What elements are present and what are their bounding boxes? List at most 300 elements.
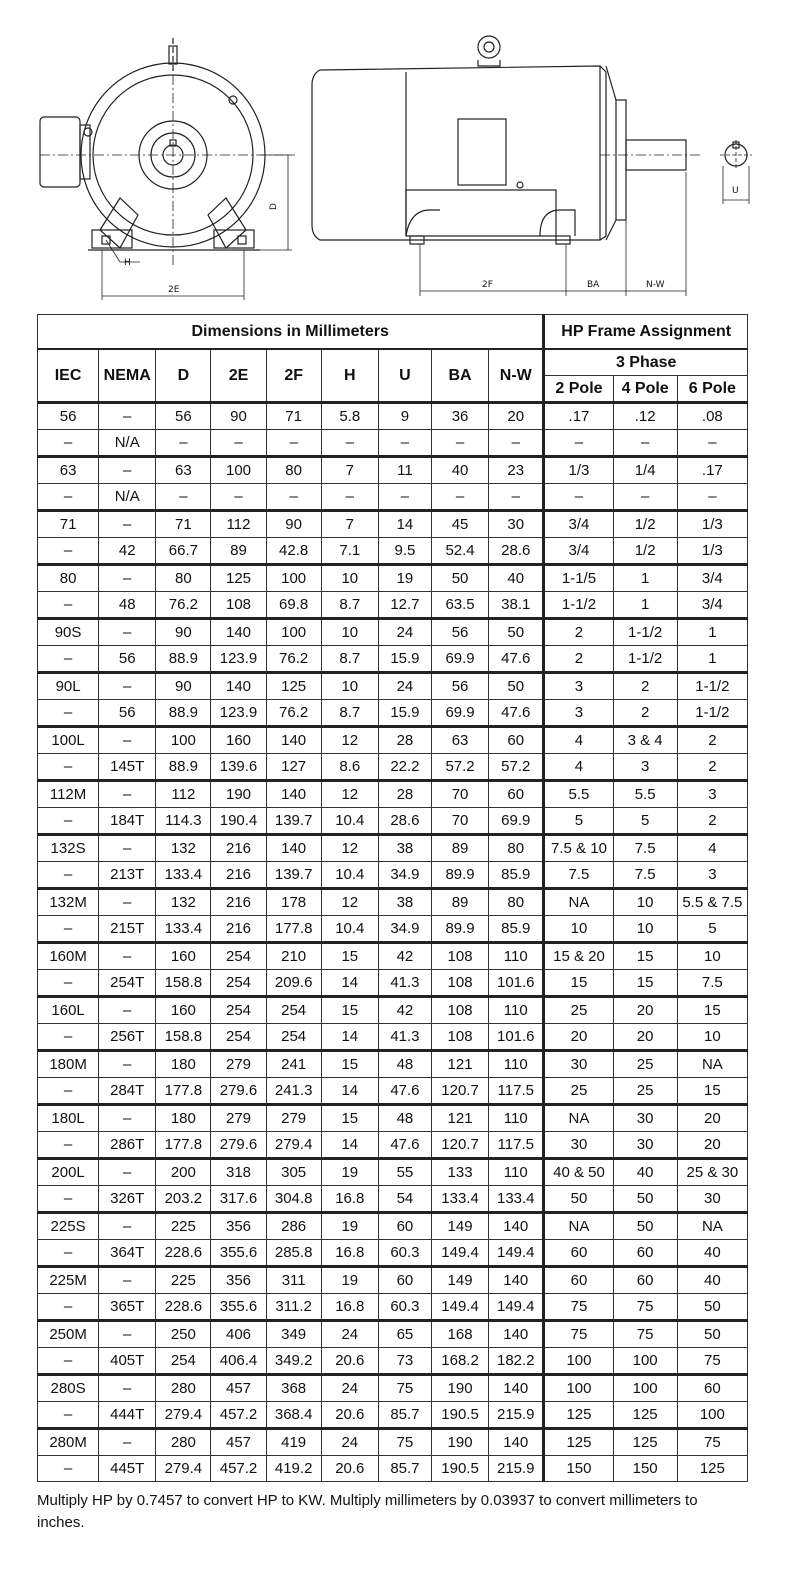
table-cell: 280 xyxy=(156,1375,211,1402)
table-cell: 108 xyxy=(431,970,488,997)
table-cell: 15.9 xyxy=(378,700,431,727)
table-cell: 284T xyxy=(99,1078,156,1105)
table-cell: 112 xyxy=(211,511,266,538)
table-cell: 5.8 xyxy=(321,403,378,430)
table-cell: 10 xyxy=(613,916,677,943)
table-cell: 150 xyxy=(613,1456,677,1482)
table-cell: 285.8 xyxy=(266,1240,321,1267)
table-cell: 20 xyxy=(544,1024,613,1051)
table-row xyxy=(38,1267,748,1294)
table-cell: 100 xyxy=(266,565,321,592)
table-cell: 112 xyxy=(156,781,211,808)
table-cell: 117.5 xyxy=(489,1132,544,1159)
table-cell: 140 xyxy=(489,1429,544,1456)
table-cell: 30 xyxy=(613,1132,677,1159)
table-cell: 47.6 xyxy=(489,646,544,673)
table-cell: 100 xyxy=(544,1375,613,1402)
table-cell: 125 xyxy=(613,1402,677,1429)
table-cell: 15 xyxy=(677,1078,747,1105)
table-cell: 444T xyxy=(99,1402,156,1429)
table-cell: 89 xyxy=(431,835,488,862)
table-cell: – xyxy=(38,862,99,889)
table-cell: 125 xyxy=(544,1402,613,1429)
table-cell: 190 xyxy=(431,1429,488,1456)
table-cell: 38 xyxy=(378,835,431,862)
table-cell: 7 xyxy=(321,511,378,538)
table-cell: 48 xyxy=(99,592,156,619)
table-cell: 180 xyxy=(156,1051,211,1078)
table-cell: 88.9 xyxy=(156,646,211,673)
table-cell: – xyxy=(431,484,488,511)
table-cell: 117.5 xyxy=(489,1078,544,1105)
table-cell: 63 xyxy=(156,457,211,484)
table-cell: – xyxy=(99,565,156,592)
table-cell: 1-1/2 xyxy=(613,619,677,646)
table-cell: 15 xyxy=(613,970,677,997)
table-cell: – xyxy=(38,1294,99,1321)
table-cell: 213T xyxy=(99,862,156,889)
table-cell: 15 xyxy=(544,970,613,997)
table-cell: 405T xyxy=(99,1348,156,1375)
table-cell: – xyxy=(378,484,431,511)
table-cell: 3/4 xyxy=(544,538,613,565)
table-cell: – xyxy=(38,1456,99,1482)
table-cell: 48 xyxy=(378,1051,431,1078)
table-cell: 254 xyxy=(266,997,321,1024)
table-cell: – xyxy=(431,430,488,457)
table-cell: 250M xyxy=(38,1321,99,1348)
table-cell: 132 xyxy=(156,889,211,916)
table-cell: 63 xyxy=(38,457,99,484)
table-cell: 145T xyxy=(99,754,156,781)
table-cell: 457.2 xyxy=(211,1402,266,1429)
table-cell: 101.6 xyxy=(489,970,544,997)
table-cell: 108 xyxy=(211,592,266,619)
table-cell: 7.5 xyxy=(677,970,747,997)
table-cell: – xyxy=(38,700,99,727)
table-row xyxy=(38,511,748,538)
table-cell: 200 xyxy=(156,1159,211,1186)
table-cell: 160 xyxy=(156,997,211,1024)
table-cell: 149 xyxy=(431,1213,488,1240)
table-cell: – xyxy=(544,430,613,457)
table-cell: .12 xyxy=(613,403,677,430)
table-cell: 133.4 xyxy=(431,1186,488,1213)
table-cell: 50 xyxy=(489,619,544,646)
table-cell: – xyxy=(38,1240,99,1267)
table-cell: 123.9 xyxy=(211,646,266,673)
table-cell: 42 xyxy=(99,538,156,565)
table-cell: 34.9 xyxy=(378,916,431,943)
table-cell: 1/3 xyxy=(544,457,613,484)
conversion-footnote: Multiply HP by 0.7457 to convert HP to KW. Multiply millimeters by 0.03937 to convert millimeters to inches. xyxy=(37,1492,698,1531)
table-cell: 11 xyxy=(378,457,431,484)
table-cell: 42.8 xyxy=(266,538,321,565)
table-cell: 280 xyxy=(156,1429,211,1456)
table-cell: – xyxy=(156,484,211,511)
table-cell: 190 xyxy=(211,781,266,808)
table-cell: 76.2 xyxy=(266,700,321,727)
table-cell: 356 xyxy=(211,1267,266,1294)
table-cell: – xyxy=(99,1267,156,1294)
table-cell: 10 xyxy=(321,673,378,700)
table-cell: 40 & 50 xyxy=(544,1159,613,1186)
table-cell: – xyxy=(378,430,431,457)
table-cell: 16.8 xyxy=(321,1186,378,1213)
table-cell: 65 xyxy=(378,1321,431,1348)
table-row xyxy=(38,1051,748,1078)
table-cell: 60 xyxy=(613,1267,677,1294)
table-cell: 57.2 xyxy=(489,754,544,781)
table-cell: 139.7 xyxy=(266,862,321,889)
table-cell: 56 xyxy=(99,700,156,727)
table-cell: NA xyxy=(544,1213,613,1240)
table-cell: 133 xyxy=(431,1159,488,1186)
table-cell: – xyxy=(38,592,99,619)
table-cell: 25 xyxy=(613,1078,677,1105)
table-cell: 5 xyxy=(544,808,613,835)
table-cell: – xyxy=(489,430,544,457)
table-cell: 8.7 xyxy=(321,592,378,619)
label-n-w: N-W xyxy=(646,280,665,290)
table-cell: 254T xyxy=(99,970,156,997)
table-cell: 30 xyxy=(544,1132,613,1159)
table-cell: 2 xyxy=(677,808,747,835)
table-cell: 12 xyxy=(321,835,378,862)
table-cell: 2 xyxy=(677,727,747,754)
table-cell: 69.9 xyxy=(489,808,544,835)
table-cell: – xyxy=(38,808,99,835)
table-row xyxy=(38,1159,748,1186)
table-cell: 168 xyxy=(431,1321,488,1348)
table-cell: – xyxy=(321,484,378,511)
table-cell: 406 xyxy=(211,1321,266,1348)
table-cell: – xyxy=(99,511,156,538)
table-cell: 280M xyxy=(38,1429,99,1456)
table-cell: 349 xyxy=(266,1321,321,1348)
table-cell: 286T xyxy=(99,1132,156,1159)
table-cell: 133.4 xyxy=(156,862,211,889)
table-cell: 228.6 xyxy=(156,1294,211,1321)
table-cell: 180L xyxy=(38,1105,99,1132)
table-cell: – xyxy=(99,835,156,862)
table-cell: 9 xyxy=(378,403,431,430)
table-cell: 127 xyxy=(266,754,321,781)
table-cell: 304.8 xyxy=(266,1186,321,1213)
table-cell: 80 xyxy=(156,565,211,592)
table-cell: 215.9 xyxy=(489,1456,544,1482)
table-cell: 225 xyxy=(156,1267,211,1294)
column-header-d: D xyxy=(156,349,211,403)
table-cell: 311.2 xyxy=(266,1294,321,1321)
table-cell: 110 xyxy=(489,1051,544,1078)
table-cell: 10 xyxy=(321,565,378,592)
label-h: H xyxy=(124,258,131,268)
table-cell: 254 xyxy=(211,970,266,997)
table-cell: 60 xyxy=(489,727,544,754)
table-cell: 15.9 xyxy=(378,646,431,673)
table-cell: – xyxy=(38,970,99,997)
table-row xyxy=(38,754,748,781)
table-cell: – xyxy=(99,1105,156,1132)
table-cell: 250 xyxy=(156,1321,211,1348)
table-cell: 2 xyxy=(613,700,677,727)
table-cell: 1 xyxy=(613,592,677,619)
table-cell: 8.7 xyxy=(321,646,378,673)
table-row xyxy=(38,1402,748,1429)
table-cell: – xyxy=(38,1402,99,1429)
table-cell: 279.6 xyxy=(211,1132,266,1159)
table-cell: – xyxy=(99,1051,156,1078)
table-row xyxy=(38,997,748,1024)
table-cell: – xyxy=(38,538,99,565)
table-cell: 139.6 xyxy=(211,754,266,781)
table-cell: 36 xyxy=(431,403,488,430)
table-row xyxy=(38,1294,748,1321)
table-cell: 60 xyxy=(544,1240,613,1267)
table-cell: 88.9 xyxy=(156,754,211,781)
table-cell: 56 xyxy=(431,619,488,646)
table-cell: 121 xyxy=(431,1105,488,1132)
table-cell: 160M xyxy=(38,943,99,970)
table-cell: 85.9 xyxy=(489,862,544,889)
table-row xyxy=(38,1213,748,1240)
table-cell: 23 xyxy=(489,457,544,484)
table-cell: 100 xyxy=(156,727,211,754)
table-cell: – xyxy=(99,1321,156,1348)
table-cell: – xyxy=(613,430,677,457)
table-cell: – xyxy=(99,457,156,484)
table-cell: 132 xyxy=(156,835,211,862)
table-cell: 200L xyxy=(38,1159,99,1186)
table-cell: – xyxy=(544,484,613,511)
table-cell: 3 & 4 xyxy=(613,727,677,754)
table-cell: 140 xyxy=(489,1321,544,1348)
table-cell: 125 xyxy=(266,673,321,700)
table-cell: 125 xyxy=(677,1456,747,1482)
table-cell: 75 xyxy=(613,1321,677,1348)
table-cell: 368.4 xyxy=(266,1402,321,1429)
table-cell: 1 xyxy=(613,565,677,592)
table-cell: 14 xyxy=(321,970,378,997)
table-cell: – xyxy=(38,1078,99,1105)
table-cell: 7.5 xyxy=(544,862,613,889)
table-cell: 80 xyxy=(38,565,99,592)
table-cell: 133.4 xyxy=(489,1186,544,1213)
label-2f: 2F xyxy=(482,280,493,290)
table-cell: 177.8 xyxy=(156,1132,211,1159)
table-row xyxy=(38,403,748,430)
table-cell: 60.3 xyxy=(378,1240,431,1267)
table-cell: – xyxy=(489,484,544,511)
table-row xyxy=(38,862,748,889)
table-cell: 12.7 xyxy=(378,592,431,619)
table-cell: – xyxy=(99,1213,156,1240)
table-cell: 19 xyxy=(321,1213,378,1240)
table-cell: 15 xyxy=(677,997,747,1024)
table-cell: 158.8 xyxy=(156,970,211,997)
table-cell: 132S xyxy=(38,835,99,862)
table-row xyxy=(38,1375,748,1402)
table-cell: 110 xyxy=(489,1159,544,1186)
table-cell: 419.2 xyxy=(266,1456,321,1482)
table-cell: 85.7 xyxy=(378,1402,431,1429)
table-cell: 2 xyxy=(613,673,677,700)
table-cell: – xyxy=(321,430,378,457)
table-cell: 280S xyxy=(38,1375,99,1402)
table-cell: 50 xyxy=(431,565,488,592)
table-cell: 225S xyxy=(38,1213,99,1240)
table-cell: 108 xyxy=(431,943,488,970)
table-cell: – xyxy=(99,1375,156,1402)
table-cell: 190.5 xyxy=(431,1456,488,1482)
table-cell: 178 xyxy=(266,889,321,916)
table-cell: 110 xyxy=(489,997,544,1024)
table-row xyxy=(38,1186,748,1213)
table-cell: 108 xyxy=(431,1024,488,1051)
table-cell: 5.5 xyxy=(613,781,677,808)
table-cell: 12 xyxy=(321,889,378,916)
table-cell: – xyxy=(99,619,156,646)
table-cell: 28.6 xyxy=(489,538,544,565)
table-cell: 123.9 xyxy=(211,700,266,727)
table-cell: 40 xyxy=(677,1267,747,1294)
table-cell: 45 xyxy=(431,511,488,538)
table-cell: 125 xyxy=(544,1429,613,1456)
table-row xyxy=(38,943,748,970)
table-cell: – xyxy=(677,430,747,457)
table-cell: 89.9 xyxy=(431,916,488,943)
table-cell: 279.4 xyxy=(156,1402,211,1429)
table-cell: 20 xyxy=(677,1132,747,1159)
table-cell: 457 xyxy=(211,1375,266,1402)
table-cell: 70 xyxy=(431,781,488,808)
table-cell: 160 xyxy=(211,727,266,754)
table-cell: 24 xyxy=(378,673,431,700)
table-cell: 1/2 xyxy=(613,511,677,538)
table-cell: – xyxy=(38,430,99,457)
table-cell: 215T xyxy=(99,916,156,943)
table-cell: 445T xyxy=(99,1456,156,1482)
table-cell: 57.2 xyxy=(431,754,488,781)
table-cell: 12 xyxy=(321,727,378,754)
table-cell: 149.4 xyxy=(489,1294,544,1321)
table-row xyxy=(38,970,748,997)
table-cell: 100 xyxy=(544,1348,613,1375)
table-cell: 25 xyxy=(613,1051,677,1078)
table-row xyxy=(38,1348,748,1375)
table-cell: 14 xyxy=(321,1132,378,1159)
table-cell: 48 xyxy=(378,1105,431,1132)
table-cell: 80 xyxy=(266,457,321,484)
table-cell: 56 xyxy=(38,403,99,430)
table-cell: 76.2 xyxy=(156,592,211,619)
table-cell: 14 xyxy=(378,511,431,538)
table-row xyxy=(38,1321,748,1348)
table-cell: 12 xyxy=(321,781,378,808)
table-cell: 7.5 & 10 xyxy=(544,835,613,862)
table-cell: – xyxy=(266,484,321,511)
table-row xyxy=(38,565,748,592)
table-cell: – xyxy=(38,1348,99,1375)
table-cell: 24 xyxy=(321,1321,378,1348)
table-row xyxy=(38,646,748,673)
table-cell: 55 xyxy=(378,1159,431,1186)
table-cell: 75 xyxy=(544,1321,613,1348)
table-cell: 241.3 xyxy=(266,1078,321,1105)
table-cell: 326T xyxy=(99,1186,156,1213)
table-cell: 279.4 xyxy=(156,1456,211,1482)
table-cell: NA xyxy=(677,1213,747,1240)
table-cell: 20 xyxy=(613,1024,677,1051)
table-cell: 160 xyxy=(156,943,211,970)
table-cell: 22.2 xyxy=(378,754,431,781)
table-cell: 69.8 xyxy=(266,592,321,619)
table-cell: 15 xyxy=(321,943,378,970)
table-cell: 38.1 xyxy=(489,592,544,619)
table-cell: 54 xyxy=(378,1186,431,1213)
table-row xyxy=(38,1105,748,1132)
table-cell: 8.7 xyxy=(321,700,378,727)
table-cell: 75 xyxy=(677,1429,747,1456)
table-cell: 80 xyxy=(489,835,544,862)
table-cell: NA xyxy=(677,1051,747,1078)
table-cell: – xyxy=(99,1159,156,1186)
table-cell: 10.4 xyxy=(321,862,378,889)
table-row xyxy=(38,1024,748,1051)
table-row xyxy=(38,889,748,916)
table-cell: – xyxy=(677,484,747,511)
table-cell: 140 xyxy=(489,1375,544,1402)
table-cell: 20 xyxy=(677,1105,747,1132)
phase-header: 3 Phase xyxy=(544,349,748,376)
table-cell: 228.6 xyxy=(156,1240,211,1267)
table-row xyxy=(38,1456,748,1482)
table-cell: 1-1/2 xyxy=(677,700,747,727)
table-cell: 1 xyxy=(677,646,747,673)
table-row xyxy=(38,1240,748,1267)
table-cell: 216 xyxy=(211,889,266,916)
table-cell: 365T xyxy=(99,1294,156,1321)
table-cell: 41.3 xyxy=(378,1024,431,1051)
table-row xyxy=(38,484,748,511)
table-cell: 7.1 xyxy=(321,538,378,565)
table-cell: – xyxy=(99,673,156,700)
table-cell: 150 xyxy=(544,1456,613,1482)
table-cell: 50 xyxy=(544,1186,613,1213)
table-cell: 140 xyxy=(211,619,266,646)
table-cell: 168.2 xyxy=(431,1348,488,1375)
table-cell: .17 xyxy=(677,457,747,484)
motor-drawings xyxy=(0,0,790,310)
table-cell: 10.4 xyxy=(321,808,378,835)
table-cell: 158.8 xyxy=(156,1024,211,1051)
table-cell: 457 xyxy=(211,1429,266,1456)
table-cell: 89 xyxy=(211,538,266,565)
table-cell: 90 xyxy=(156,673,211,700)
table-cell: 149.4 xyxy=(489,1240,544,1267)
table-cell: 50 xyxy=(613,1186,677,1213)
label-ba: BA xyxy=(587,280,600,290)
table-cell: 90 xyxy=(266,511,321,538)
table-cell: 25 xyxy=(544,997,613,1024)
table-cell: 190 xyxy=(431,1375,488,1402)
table-cell: 28 xyxy=(378,781,431,808)
table-cell: 75 xyxy=(378,1375,431,1402)
table-cell: 4 xyxy=(544,727,613,754)
table-cell: 66.7 xyxy=(156,538,211,565)
table-cell: 14 xyxy=(321,1024,378,1051)
